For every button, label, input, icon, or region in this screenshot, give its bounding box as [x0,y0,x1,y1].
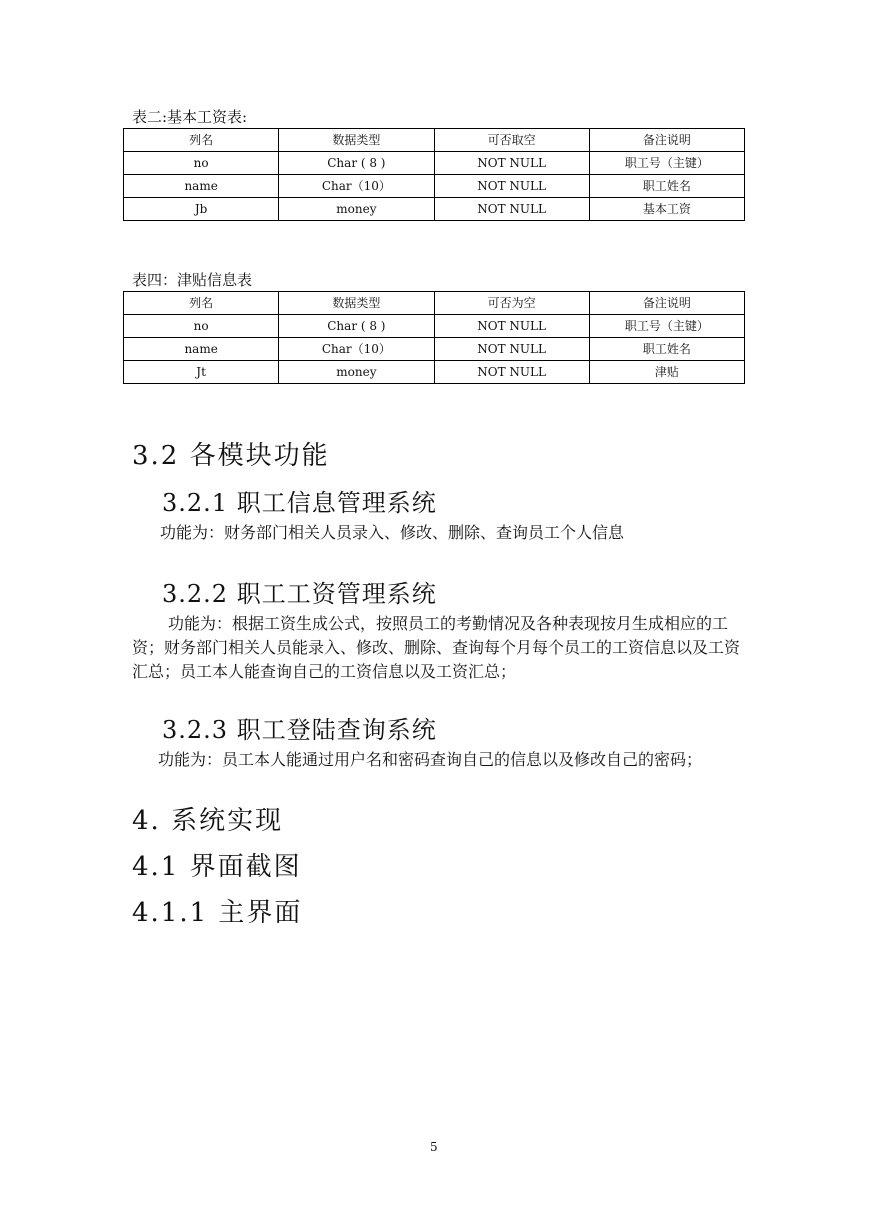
table-cell: 津贴 [589,361,744,384]
table-row [124,175,745,198]
table-cell: money [279,198,434,221]
table-cell: name [124,338,279,361]
table-row [124,152,745,175]
table-header-cell: 可否为空 [434,292,589,315]
section-heading-4-1: 4.1 界面截图 [132,852,302,882]
table-header-cell: 数据类型 [279,292,434,315]
table4-caption: 表四：津贴信息表 [132,271,253,289]
table-cell: NOT NULL [434,361,589,384]
table-cell: money [279,361,434,384]
section-heading-3-2-3: 3.2.3 职工登陆查询系统 [162,716,437,744]
table-cell: 职工姓名 [589,175,744,198]
table-header-row [124,292,745,315]
table-header-row [124,129,745,152]
table-cell: Jt [124,361,279,384]
table-cell: 基本工资 [589,198,744,221]
table-cell: 职工号（主键） [589,315,744,338]
table-row [124,198,745,221]
table-cell: NOT NULL [434,338,589,361]
table-row [124,315,745,338]
table-cell: NOT NULL [434,198,589,221]
table-header-cell: 数据类型 [279,129,434,152]
section-3-2-2-text: 功能为：根据工资生成公式，按照员工的考勤情况及各种表现按月生成相应的工资；财务部门相关人员能录入、修改、删除、查询每个月每个员工的工资信息以及工资汇总；员工本人能查询自己的工资信息以及工资汇总； [132,614,741,681]
table2 [123,128,745,221]
table-cell: 职工姓名 [589,338,744,361]
section-3-2-1-text: 功能为：财务部门相关人员录入、修改、删除、查询员工个人信息 [160,523,625,542]
table-header-cell: 列名 [124,292,279,315]
page-number: 5 [430,1140,438,1154]
table-header-cell: 列名 [124,129,279,152]
section-heading-4: 4. 系统实现 [132,806,284,836]
table-header-cell: 备注说明 [589,129,744,152]
section-heading-3-2: 3.2 各模块功能 [132,441,330,471]
table-cell: no [124,315,279,338]
table-cell: Char ( 8 ) [279,315,434,338]
table-cell: NOT NULL [434,315,589,338]
section-3-2-3-text: 功能为：员工本人能通过用户名和密码查询自己的信息以及修改自己的密码； [158,750,703,769]
table-cell: Char（10） [279,175,434,198]
table-cell: no [124,152,279,175]
section-heading-3-2-1: 3.2.1 职工信息管理系统 [162,489,437,517]
table-header-cell: 可否取空 [434,129,589,152]
table2-caption: 表二:基本工资表: [132,108,248,126]
table-row [124,338,745,361]
table-cell: name [124,175,279,198]
table-header-cell: 备注说明 [589,292,744,315]
table-cell: Char ( 8 ) [279,152,434,175]
section-heading-4-1-1: 4.1.1 主界面 [132,898,303,928]
table-cell: NOT NULL [434,175,589,198]
table-cell: Char（10） [279,338,434,361]
table-cell: 职工号（主键） [589,152,744,175]
table4 [123,291,745,384]
table-cell: Jb [124,198,279,221]
table-cell: NOT NULL [434,152,589,175]
table-row [124,361,745,384]
section-heading-3-2-2: 3.2.2 职工工资管理系统 [162,580,437,608]
